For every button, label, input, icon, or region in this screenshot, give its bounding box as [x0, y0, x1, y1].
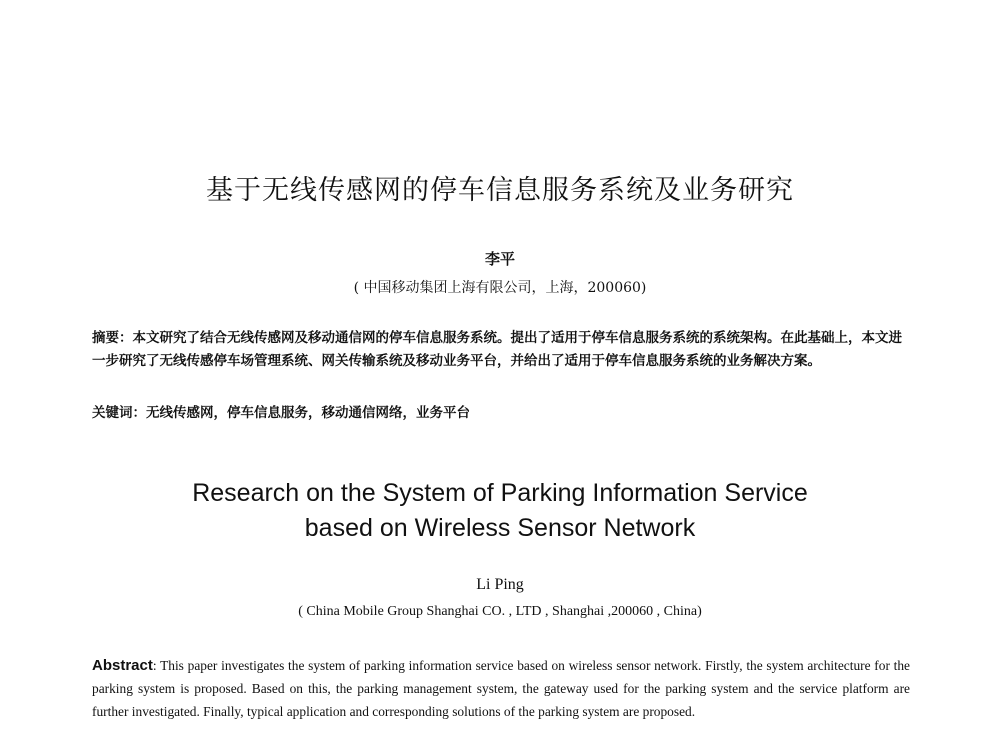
english-affiliation: ( China Mobile Group Shanghai CO. , LTD , Shanghai ,200060 , China)	[298, 604, 702, 619]
english-abstract	[92, 654, 910, 723]
english-title-line-1: Research on the System of Parking Information Service	[192, 479, 808, 507]
chinese-keywords	[92, 401, 910, 421]
chinese-title: 基于无线传感网的停车信息服务系统及业务研究	[206, 175, 794, 206]
chinese-keywords-text: 无线传感网，停车信息服务，移动通信网络，业务平台	[146, 405, 470, 421]
english-title-line-2: based on Wireless Sensor Network	[304, 514, 696, 542]
chinese-affiliation: ( 中国移动集团上海有限公司，上海，200060)	[353, 280, 647, 296]
english-author: Li Ping	[476, 576, 524, 593]
english-abstract-label: Abstract	[92, 657, 153, 674]
chinese-author: 李平	[484, 250, 515, 268]
english-abstract-text: : This paper investigates the system of parking information service based on wireless sensor network. Firstly, the system architecture for the parking system is proposed. Based on this, the parking management system, the gateway used for the parking system and the service platform are further investigated. Finally, typical application and corresponding solutions of the parking system are proposed.	[92, 658, 910, 719]
chinese-abstract	[92, 327, 910, 373]
chinese-keywords-label: 关键词：	[92, 405, 146, 421]
english-title	[0, 476, 1000, 546]
chinese-abstract-label: 摘要：	[92, 330, 133, 346]
chinese-abstract-text: 本文研究了结合无线传感网及移动通信网的停车信息服务系统。提出了适用于停车信息服务系统的系统架构。在此基础上，本文进一步研究了无线传感停车场管理系统、网关传输系统及移动业务平台，并给出了适用于停车信息服务系统的业务解决方案。	[92, 330, 902, 369]
